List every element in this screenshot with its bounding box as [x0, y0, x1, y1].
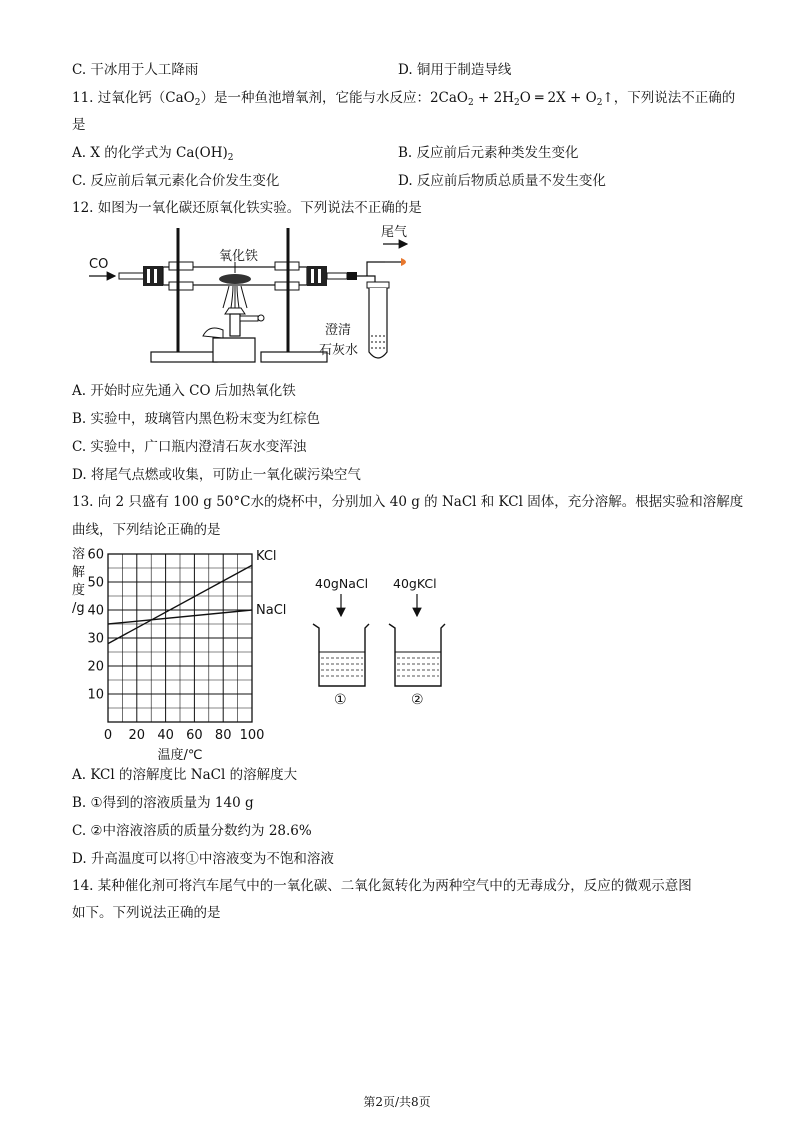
- inlet-tube: [119, 273, 145, 279]
- exhaust-label: 尾气: [381, 225, 408, 240]
- x-tick-label: 40: [157, 728, 174, 743]
- beakers-diagram: [305, 570, 465, 710]
- x-tick-label: 0: [103, 728, 113, 743]
- x-tick-label: 100: [239, 728, 265, 743]
- series-label-nacl: NaCl: [256, 603, 287, 618]
- q13-option-c: C. ②中溶液溶质的质量分数约为 28.6%: [72, 823, 312, 839]
- q11-option-b: B. 反应前后元素种类发生变化: [398, 145, 579, 161]
- exhaust-flame: [401, 258, 406, 266]
- lamp-flame: [223, 286, 247, 308]
- q12-option-d: D. 将尾气点燃或收集，可防止一氧化碳污染空气: [72, 467, 361, 483]
- beaker2-number: ②: [411, 692, 424, 708]
- q10-option-d: D. 铜用于制造导线: [398, 62, 512, 78]
- limewater-label-1: 澄清: [325, 323, 352, 338]
- y-axis-label: 溶: [72, 547, 86, 562]
- q12-option-c: C. 实验中，广口瓶内澄清石灰水变浑浊: [72, 439, 307, 455]
- x-axis-label: 温度/℃: [157, 748, 203, 760]
- q13-stem-line1: 13. 向 2 只盛有 100 g 50°C水的烧杯中，分别加入 40 g 的 NaCl 和 KCl 固体，充分溶解。根据实验和溶解度: [72, 494, 744, 510]
- q11-option-a: A. X 的化学式为 $Ca(OH)_2$: [72, 145, 234, 163]
- q13-option-d: D. 升高温度可以将①中溶液变为不饱和溶液: [72, 851, 334, 867]
- y-tick-label: 50: [87, 575, 104, 591]
- q13-option-b: B. ①得到的溶液质量为 140 g: [72, 795, 254, 811]
- q14-stem-line1: 14. 某种催化剂可将汽车尾气中的一氧化碳、二氧化氮转化为两种空气中的无毒成分，反应的微观示意图: [72, 878, 692, 894]
- beaker1-number: ①: [334, 692, 347, 708]
- iron-oxide-powder: [219, 274, 251, 284]
- x-tick-label: 80: [214, 728, 232, 743]
- burner-base: [213, 338, 255, 362]
- left-stand-base: [151, 352, 217, 362]
- q13-stem-line2: 曲线，下列结论正确的是: [72, 522, 221, 538]
- right-stand-base: [261, 352, 327, 362]
- co-reduction-apparatus: [85, 222, 415, 372]
- x-tick-label: 60: [186, 728, 203, 743]
- beaker-2: [389, 624, 445, 686]
- q10-option-c: C. 干冰用于人工降雨: [72, 62, 199, 78]
- q11-option-d: D. 反应前后物质总质量不发生变化: [398, 173, 606, 189]
- y-tick-label: 60: [87, 547, 104, 563]
- x-tick-label: 20: [128, 728, 146, 743]
- outlet-tube: [327, 273, 347, 279]
- q11-stem-line2: 是: [72, 117, 86, 133]
- series-label-kcl: KCl: [256, 549, 277, 564]
- page-footer: 第2页/共8页: [363, 1095, 431, 1109]
- y-axis-label: /g: [72, 601, 85, 616]
- y-tick-label: 20: [87, 659, 104, 675]
- y-tick-label: 10: [87, 687, 104, 703]
- q14-stem-line2: 如下。下列说法正确的是: [72, 905, 221, 921]
- q12-stem: 12. 如图为一氧化碳还原氧化铁实验。下列说法不正确的是: [72, 200, 422, 216]
- q12-option-b: B. 实验中，玻璃管内黑色粉末变为红棕色: [72, 411, 321, 427]
- beaker1-label: 40gNaCl: [315, 576, 369, 591]
- q11-option-c: C. 反应前后氧元素化合价发生变化: [72, 173, 280, 189]
- left-stopper: [143, 266, 163, 286]
- co-label: CO: [89, 257, 109, 272]
- beaker2-label: 40gKCl: [393, 576, 437, 591]
- burner-tube: [230, 314, 240, 336]
- q13-option-a: A. KCl 的溶解度比 NaCl 的溶解度大: [72, 767, 298, 783]
- right-stopper: [307, 266, 327, 286]
- iron-oxide-label: 氧化铁: [219, 249, 259, 264]
- y-tick-label: 40: [87, 603, 104, 619]
- y-tick-label: 30: [87, 631, 104, 647]
- beaker-1: [313, 624, 369, 686]
- q11-stem: 11. 过氧化钙（CaO$_2$）是一种鱼池增氧剂，它能与水反应：$2CaO_2 + 2H_2O$ ═ $2X + O_2↑$，下列说法不正确的: [72, 90, 736, 108]
- y-axis-label: 解: [72, 565, 86, 580]
- y-axis-label: 度: [72, 583, 86, 598]
- solubility-chart: [68, 540, 298, 760]
- limewater-label-2: 石灰水: [319, 343, 359, 358]
- test-tube-stopper: [367, 282, 389, 288]
- q12-option-a: A. 开始时应先通入 CO 后加热氧化铁: [72, 383, 296, 399]
- left-clamp: [169, 262, 193, 270]
